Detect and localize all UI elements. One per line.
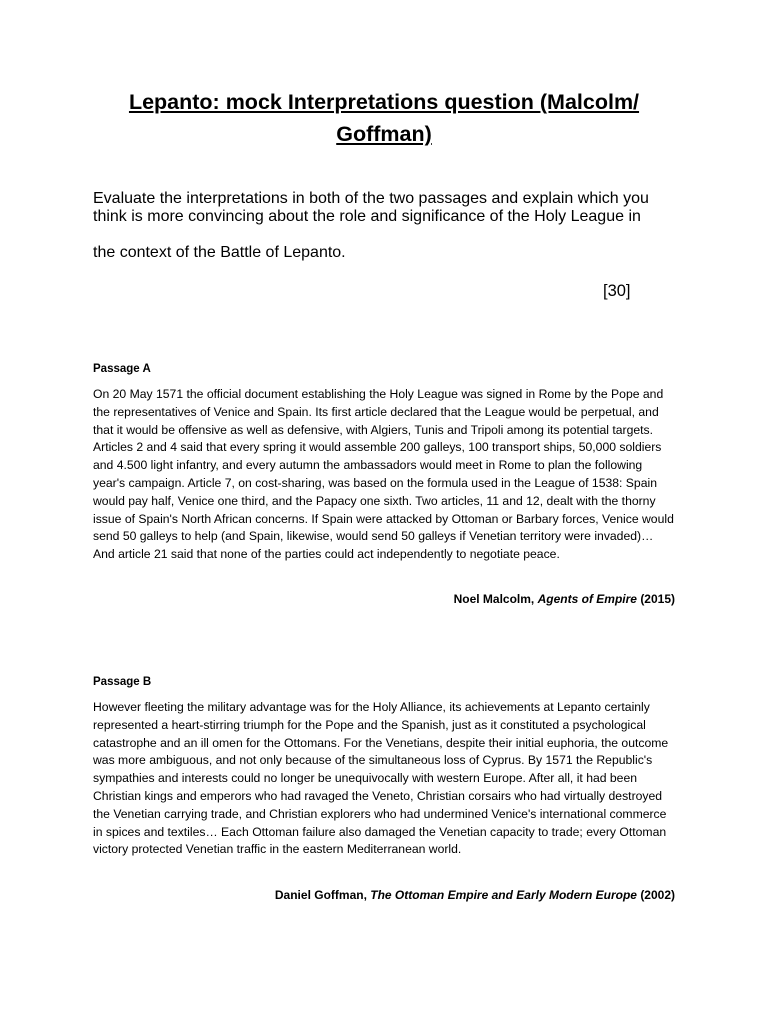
passage-a-body: On 20 May 1571 the official document establishing the Holy League was signed in Rome by the Pope and the representatives of Venice and Spain. Its first article declared that the League would be perpetual, and that it would be offensive as well as defensive, with Algiers, Tunis and Tripoli among its potential targets. Articles 2 and 4 said that every spring it would assemble 200 galleys, 100 transport ships, 50,000 soldiers and 4.500 light infantry, and every autumn the ambassadors would meet in Rome to plan the following year's campaign. Article 7, on cost-sharing, was based on the formula used in the League of 1538: Spain would pay half, Venice one third, and the Papacy one sixth. Two articles, 11 and 12, dealt with the thorny issue of Spain's North African concerns. If Spain were attacked by Ottoman or Barbary forces, Venice would send 50 galleys to help (and Spain, likewise, would send 50 galleys if Venetian territory were invaded)… And article 21 said that none of the parties could act independently to negotiate peace. xyxy=(93,387,674,562)
passage-b-heading: Passage B xyxy=(93,676,152,688)
passage-b-citation xyxy=(275,888,675,902)
passage-b-body: However fleeting the military advantage was for the Holy Alliance, its achievements at Lepanto certainly represented a heart-stirring triumph for the Pope and the Spanish, just as it constituted a psychological catastrophe and an ill omen for the Ottomans. For the Venetians, despite their initial euphoria, the outcome was more ambiguous, and not only because of the simultaneous loss of Cyprus. By 1571 the Republic's sympathies and interests could no longer be unequivocally with western Europe. After all, it had been Christian kings and emperors who had ravaged the Veneto, Christian corsairs who had virtually destroyed the Venetian carrying trade, and Christian explorers who had undermined Venice's international commerce in spices and textiles… Each Ottoman failure also damaged the Venetian capacity to trade; every Ottoman victory protected Venetian traffic in the eastern Mediterranean world. xyxy=(93,700,669,857)
passage-a-work: Agents of Empire xyxy=(537,592,637,606)
passage-a-year: (2015) xyxy=(640,592,675,606)
page-title: Lepanto: mock Interpretations question (Malcolm/ Goffman) xyxy=(128,90,640,146)
passage-a-author: Noel Malcolm, xyxy=(453,592,535,606)
passage-a-heading: Passage A xyxy=(93,363,151,375)
passage-a-citation xyxy=(454,592,675,606)
question-text: Evaluate the interpretations in both of the two passages and explain which you think is more convincing about the role and significance of the Holy League in xyxy=(93,190,649,225)
passage-b-year: (2002) xyxy=(640,888,675,902)
question-text-end: the context of the Battle of Lepanto. xyxy=(93,244,346,261)
passage-b-author: Daniel Goffman, xyxy=(274,888,367,902)
marks-label: [30] xyxy=(603,282,631,300)
passage-b-work: The Ottoman Empire and Early Modern Europe xyxy=(370,888,637,902)
